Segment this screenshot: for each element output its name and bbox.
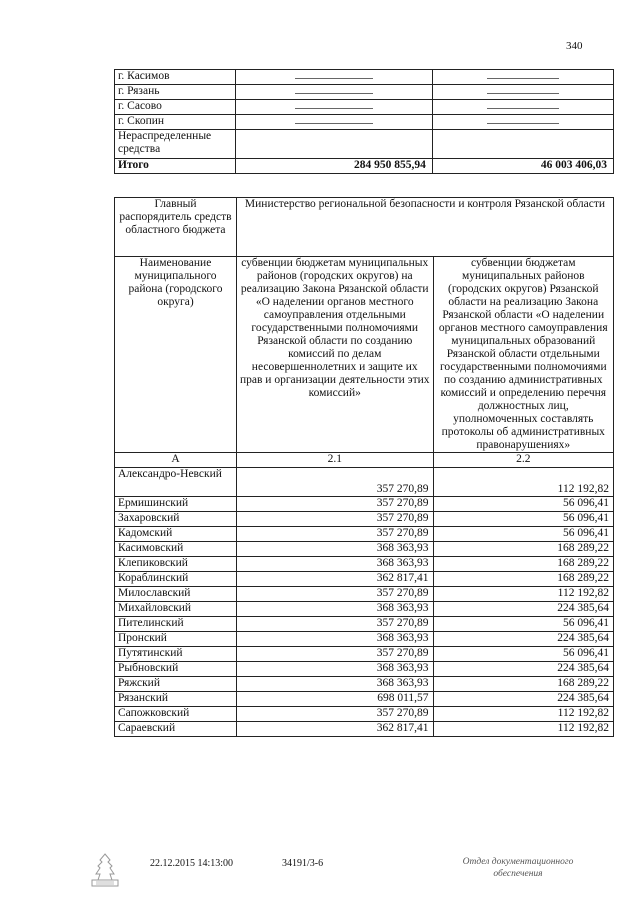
empty-cell [235,100,432,115]
district-name: Милославский [115,587,237,602]
empty-cell [235,130,432,159]
top-summary-table [114,69,614,174]
district-name: Сараевский [115,722,237,737]
value-2-2: 168 289,22 [433,557,613,572]
header-row-distributor [115,198,614,257]
value-2-2: 56 096,41 [433,617,613,632]
district-name: Кораблинский [115,572,237,587]
value-2-1: 368 363,93 [236,542,433,557]
table-row [115,512,614,527]
district-name: Рязанский [115,692,237,707]
value-2-1: 357 270,89 [236,468,433,497]
empty-cell [432,130,613,159]
value-2-1: 357 270,89 [236,497,433,512]
table-row [115,130,614,159]
value-2-1: 368 363,93 [236,602,433,617]
row-name: г. Сасово [115,100,236,115]
district-name: Рыбновский [115,662,237,677]
table-row [115,692,614,707]
coat-of-arms-emblem-icon [88,852,122,888]
district-name: Кадомский [115,527,237,542]
row-name: г. Рязань [115,85,236,100]
total-value-1: 284 950 855,94 [235,159,432,174]
row-name: г. Касимов [115,70,236,85]
value-2-1: 368 363,93 [236,677,433,692]
empty-cell [432,85,613,100]
table-row [115,662,614,677]
empty-cell [235,115,432,130]
total-value-2: 46 003 406,03 [432,159,613,174]
table-row [115,677,614,692]
value-2-2: 168 289,22 [433,677,613,692]
distributor-label: Главный распорядитель средств областного бюджета [115,198,237,257]
empty-cell [432,100,613,115]
table-row [115,542,614,557]
value-2-1: 357 270,89 [236,707,433,722]
total-label: Итого [115,159,236,174]
district-name: Михайловский [115,602,237,617]
value-2-1: 698 011,57 [236,692,433,707]
table-row [115,617,614,632]
empty-cell [432,115,613,130]
value-2-2: 112 192,82 [433,587,613,602]
value-2-2: 112 192,82 [433,707,613,722]
value-2-2: 56 096,41 [433,512,613,527]
value-2-1: 362 817,41 [236,572,433,587]
table-row [115,632,614,647]
subsidy-1-description: субвенции бюджетам муниципальных районов (городских округов) на реализацию Закона Рязанской области «О наделении органов местного самоуправления отдельными государственными полномочиями Рязанской области по созданию комиссий по делам несовершеннолетних и защите их прав и организации деятельности этих комиссий» [236,257,433,453]
district-name: Захаровский [115,512,237,527]
table-row [115,115,614,130]
value-2-2: 56 096,41 [433,527,613,542]
district-name: Касимовский [115,542,237,557]
table-row [115,85,614,100]
value-2-1: 357 270,89 [236,527,433,542]
table-row [115,602,614,617]
stamp-line-2: обеспечения [493,869,543,879]
table-row [115,587,614,602]
empty-cell [235,85,432,100]
stamp-line-1: Отдел документационного [462,857,574,867]
header-row-codes [115,453,614,468]
district-name: Ряжский [115,677,237,692]
district-name: Ермишинский [115,497,237,512]
district-name: Александро-Невский [115,468,237,497]
table-row [115,527,614,542]
value-2-2: 112 192,82 [433,722,613,737]
subsidy-distribution-table [114,197,614,737]
value-2-2: 56 096,41 [433,497,613,512]
table-row [115,468,614,497]
value-2-1: 357 270,89 [236,617,433,632]
table-row [115,557,614,572]
footer-doc-code: 34191/3-6 [282,858,324,869]
value-2-2: 224 385,64 [433,662,613,677]
value-2-1: 357 270,89 [236,512,433,527]
municipality-label: Наименование муниципального района (городского округа) [115,257,237,453]
value-2-2: 112 192,82 [433,468,613,497]
table-row [115,722,614,737]
empty-cell [432,70,613,85]
value-2-1: 368 363,93 [236,632,433,647]
district-name: Путятинский [115,647,237,662]
value-2-2: 224 385,64 [433,632,613,647]
table-row [115,497,614,512]
district-name: Клепиковский [115,557,237,572]
table-row [115,572,614,587]
district-name: Сапожковский [115,707,237,722]
value-2-2: 224 385,64 [433,692,613,707]
empty-cell [235,70,432,85]
district-name: Пронский [115,632,237,647]
district-name: Пителинский [115,617,237,632]
department-stamp [448,856,588,880]
value-2-1: 368 363,93 [236,557,433,572]
value-2-1: 362 817,41 [236,722,433,737]
value-2-2: 56 096,41 [433,647,613,662]
code-a: А [115,453,237,468]
code-b: 2.1 [236,453,433,468]
row-name: Нераспределенные средства [115,130,236,159]
value-2-2: 168 289,22 [433,572,613,587]
value-2-2: 224 385,64 [433,602,613,617]
header-row-description [115,257,614,453]
row-name: г. Скопин [115,115,236,130]
table-row [115,647,614,662]
distributor-name: Министерство региональной безопасности и контроля Рязанской области [236,198,613,257]
total-row [115,159,614,174]
table-row [115,100,614,115]
table-row [115,707,614,722]
table-row [115,70,614,85]
value-2-1: 357 270,89 [236,587,433,602]
value-2-2: 168 289,22 [433,542,613,557]
subsidy-2-description: субвенции бюджетам муниципальных районов (городских округов) Рязанской области на реализацию Закона Рязанской области «О наделении органов местного самоуправления муниципальных образований Рязанской области отдельными государственными полномочиями по созданию административных комиссий и определению перечня должностных лиц, уполномоченных составлять протоколы об административных правонарушениях» [433,257,613,453]
value-2-1: 368 363,93 [236,662,433,677]
value-2-1: 357 270,89 [236,647,433,662]
page-number: 340 [566,40,583,52]
code-c: 2.2 [433,453,613,468]
footer-datetime: 22.12.2015 14:13:00 [150,858,234,869]
